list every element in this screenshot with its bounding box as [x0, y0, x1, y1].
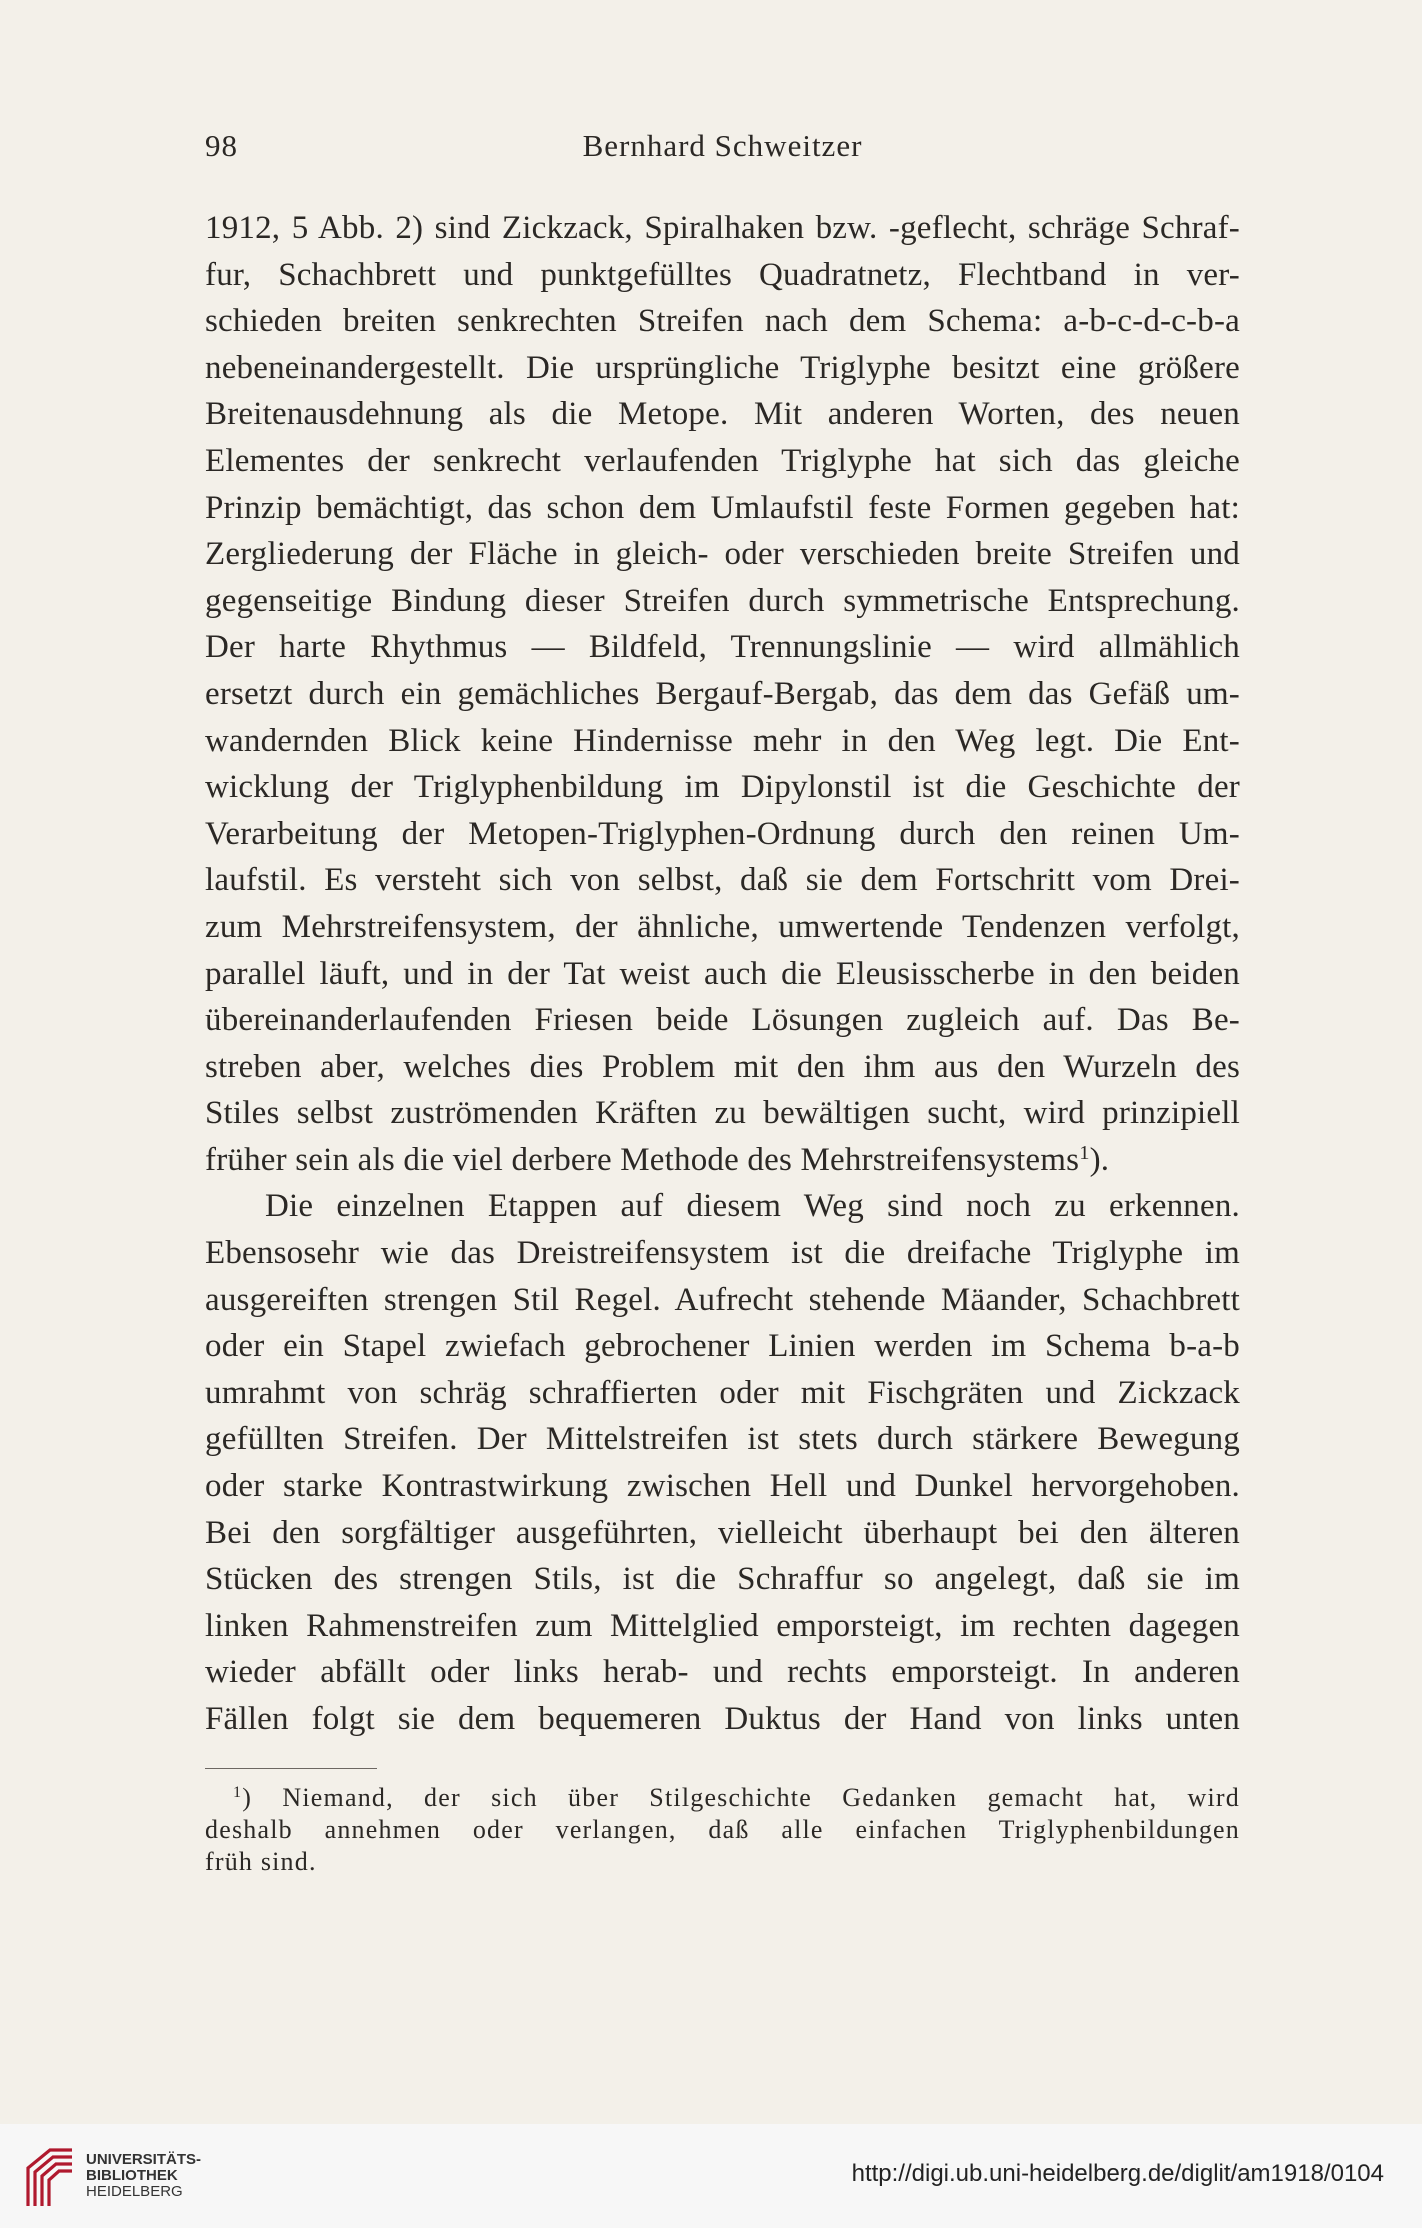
text-line: nebeneinandergestellt. Die ursprüngliche Triglyphe besitzt eine größere: [205, 349, 1240, 386]
text-line: zum Mehrstreifensystem, der ähnliche, umwertende Tendenzen verfolgt,: [205, 908, 1240, 945]
library-name-line: HEIDELBERG: [86, 2183, 183, 2200]
library-logo-icon: [20, 2144, 80, 2210]
running-head-author: Bernhard Schweitzer: [582, 128, 863, 163]
text-line: Zergliederung der Fläche in gleich- oder verschieden breite Streifen und: [205, 536, 1240, 573]
text-line: streben aber, welches dies Problem mit den ihm aus den Wurzeln des: [205, 1048, 1240, 1085]
body-text: [205, 205, 1240, 1743]
text-line: 1912, 5 Abb. 2) sind Zickzack, Spiralhaken bzw. -geflecht, schräge Schraf-: [205, 210, 1240, 246]
source-url-link[interactable]: http://digi.ub.uni-heidelberg.de/diglit/am1918/0104: [851, 2160, 1384, 2187]
page-number: 98: [205, 128, 238, 163]
footnote-reference: 1: [1079, 1141, 1090, 1164]
footnote: [205, 1782, 1240, 1878]
text-line: fur, Schachbrett und punktgefülltes Quadratnetz, Flechtband in ver-: [205, 256, 1240, 293]
paragraph-first-line: Die einzelnen Etappen auf diesem Weg sind noch zu erkennen.: [265, 1188, 1240, 1225]
text-line: Breitenausdehnung als die Metope. Mit anderen Worten, des neuen: [205, 396, 1240, 433]
text-line: übereinanderlaufenden Friesen beide Lösungen zugleich auf. Das Be-: [205, 1002, 1240, 1039]
text-line: wicklung der Triglyphenbildung im Dipylonstil ist die Geschichte der: [205, 769, 1240, 806]
library-name-line: BIBLIOTHEK: [86, 2167, 178, 2184]
text-line: laufstil. Es versteht sich von selbst, daß sie dem Fortschritt vom Drei-: [205, 862, 1240, 899]
running-head: [205, 128, 1240, 168]
footnote-line: deshalb annehmen oder verlangen, daß alle einfachen Triglyphenbildungen: [205, 1815, 1240, 1844]
footnote-line: [205, 1782, 1240, 1814]
text-line-with-footnote-ref: [205, 1137, 1240, 1184]
text-line: wandernden Blick keine Hindernisse mehr in den Weg legt. Die Ent-: [205, 722, 1240, 759]
text-line: wieder abfällt oder links herab- und rechts emporsteigt. In anderen: [205, 1654, 1240, 1691]
text-line: Der harte Rhythmus — Bildfeld, Trennungslinie — wird allmählich: [205, 629, 1240, 666]
text-line: Ebensosehr wie das Dreistreifensystem ist die dreifache Triglyphe im: [205, 1235, 1240, 1272]
text-line: Bei den sorgfältiger ausgeführten, vielleicht überhaupt bei den älteren: [205, 1514, 1240, 1551]
text-fragment: ) Niemand, der sich über Stilgeschichte Gedanken gemacht hat, wird: [242, 1783, 1240, 1812]
text-line: Stücken des strengen Stils, ist die Schraffur so angelegt, daß sie im: [205, 1561, 1240, 1598]
footnote-line: früh sind.: [205, 1847, 317, 1876]
text-fragment: ).: [1089, 1141, 1110, 1178]
text-line: oder ein Stapel zwiefach gebrochener Linien werden im Schema b-a-b: [205, 1328, 1240, 1365]
footnote-separator: [205, 1768, 377, 1769]
text-line: Elementes der senkrecht verlaufenden Triglyphe hat sich das gleiche: [205, 442, 1240, 479]
text-line: Verarbeitung der Metopen-Triglyphen-Ordnung durch den reinen Um-: [205, 815, 1240, 852]
text-line: ausgereiften strengen Stil Regel. Aufrecht stehende Mäander, Schachbrett: [205, 1281, 1240, 1318]
library-name: [86, 2152, 201, 2200]
library-name-line: UNIVERSITÄTS-: [86, 2151, 202, 2168]
library-footer: [0, 2124, 1422, 2228]
text-fragment: früher sein als die viel derbere Methode des Mehrstreifensystems: [205, 1141, 1080, 1178]
footnote-marker: 1: [233, 1784, 243, 1802]
text-line: umrahmt von schräg schraffierten oder mit Fischgräten und Zickzack: [205, 1374, 1240, 1411]
text-line: gefüllten Streifen. Der Mittelstreifen ist stets durch stärkere Bewegung: [205, 1421, 1240, 1458]
text-line: parallel läuft, und in der Tat weist auch die Eleusisscherbe in den beiden: [205, 955, 1240, 992]
text-line: schieden breiten senkrechten Streifen nach dem Schema: a-b-c-d-c-b-a: [205, 303, 1240, 340]
text-line: linken Rahmenstreifen zum Mittelglied emporsteigt, im rechten dagegen: [205, 1607, 1240, 1644]
text-line: Fällen folgt sie dem bequemeren Duktus der Hand von links unten: [205, 1701, 1240, 1737]
text-line: oder starke Kontrastwirkung zwischen Hell und Dunkel hervorgehoben.: [205, 1468, 1240, 1505]
text-line: Prinzip bemächtigt, das schon dem Umlaufstil feste Formen gegeben hat:: [205, 489, 1240, 526]
text-line: ersetzt durch ein gemächliches Bergauf-Bergab, das dem das Gefäß um-: [205, 675, 1240, 712]
text-line: gegenseitige Bindung dieser Streifen durch symmetrische Entsprechung.: [205, 582, 1240, 619]
text-line: Stiles selbst zuströmenden Kräften zu bewältigen sucht, wird prinzipiell: [205, 1095, 1240, 1132]
